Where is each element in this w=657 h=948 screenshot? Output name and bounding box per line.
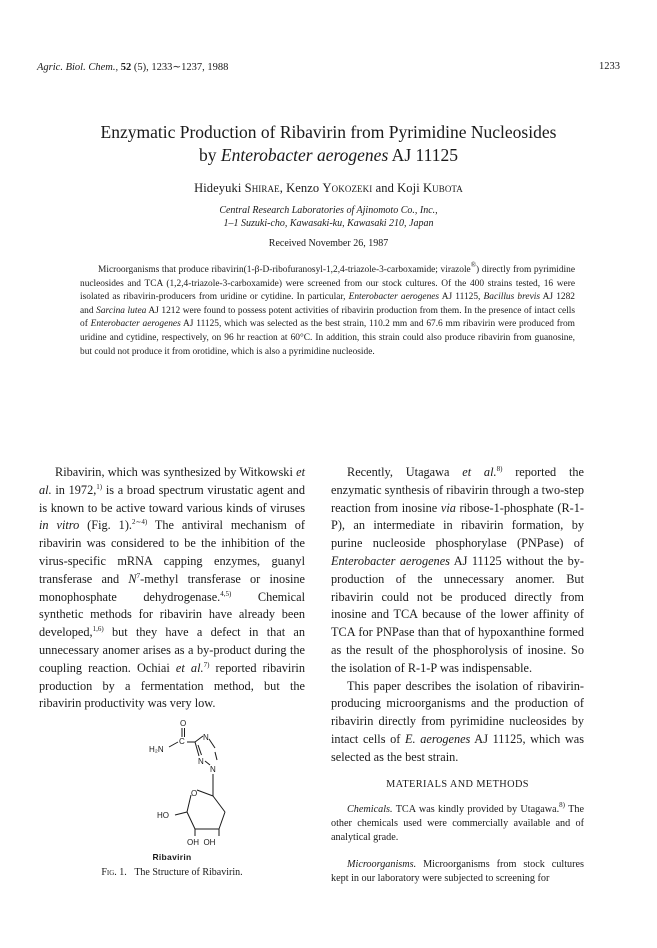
struct-n4: N — [210, 765, 216, 774]
body-italic: et al. — [175, 660, 204, 675]
body-italic: E. aerogenes — [405, 731, 471, 746]
title-line-2 — [40, 144, 617, 167]
body-text: reported ribavirin production by a fermentation method, but the ribavirin productivity was very low. — [39, 660, 305, 711]
struct-oh-oh: OH OH — [187, 838, 216, 847]
abstract-organism: Enterobacter aerogenes — [90, 319, 181, 330]
left-column — [39, 464, 305, 713]
citation: 1) — [96, 482, 103, 491]
affiliation — [40, 204, 617, 230]
registered-mark: ® — [470, 261, 477, 269]
author-1-given: Hideyuki — [194, 181, 245, 195]
intro-paragraph-1 — [39, 464, 305, 713]
citation: 4,5) — [220, 589, 232, 598]
title-strain: AJ 11125 — [388, 145, 458, 165]
received-date: Received November 26, 1987 — [268, 238, 389, 249]
abstract-text: AJ 11125, — [439, 292, 484, 303]
paragraph-lead: Chemicals. — [347, 804, 393, 815]
microorganisms-paragraph — [331, 858, 584, 886]
body-text: AJ 11125 without the by-production of the unnecessary anomer. But ribavirin could not be produced directly from inosine and TCA because of the lower affinity of TCA for PNPase than that of hypoxanthine formed as the result of the phosphorolysis of inosine. So the isolation of R-1-P was indispensable. — [331, 553, 584, 675]
journal-issue-pages: (5), 1233∼1237, 1988 — [131, 62, 229, 73]
title-by: by — [199, 145, 221, 165]
body-text: This paper describes the isolation of ribavirin-producing microorganisms and the production of ribavirin directly from pyrimidine nucleosides by intact cells of — [331, 678, 584, 746]
struct-n2: N — [198, 757, 204, 766]
intro-paragraph-2 — [331, 464, 584, 678]
body-italic: et al. — [462, 465, 497, 479]
figure-compound-label: Ribavirin — [152, 852, 192, 862]
body-italic: via — [440, 500, 456, 515]
struct-o-ring: O — [191, 789, 198, 798]
title-organism: Enterobacter aerogenes — [220, 145, 389, 165]
body-text: The other chemicals used were commercially available and of analytical grade. — [331, 804, 584, 844]
microorganisms-text — [331, 858, 584, 886]
abstract-text: ) directly from pyrimidine nucleosides and TCA (1,2,4-triazole-3-carboxamide) were screened from our stock cultures. Of the 400 strains tested, 16 were isolated as ribavirin-producers from uridine or cytidine. In particular, — [80, 265, 575, 303]
abstract — [80, 261, 575, 359]
author-2-family: Yokozeki — [322, 181, 373, 195]
article-title — [40, 121, 617, 167]
body-text: TCA was kindly provided by Utagawa. — [392, 804, 560, 815]
abstract-text: AJ 1212 were found to possess potent activities of ribavirin production from them. In the presence of intact cells of — [80, 305, 575, 330]
citation: 2∼4) — [132, 518, 148, 527]
abstract-organism: Enterobacter aerogenes — [348, 292, 440, 303]
abstract-paragraph — [80, 261, 575, 359]
abstract-text: Microorganisms that produce ribavirin(1-β-D-ribofuranosyl-1,2,4-triazole-3-carboxamide; virazole — [98, 265, 471, 275]
struct-h2n: H₂N — [149, 745, 164, 754]
citation: 8) — [496, 465, 503, 473]
citation: 8) — [559, 801, 566, 809]
body-text: (Fig. 1). — [79, 518, 132, 533]
body-italic: Enterobacter aerogenes — [331, 553, 450, 568]
body-text: Recently, Utagawa — [347, 465, 463, 479]
figure-number: Fig. 1. — [101, 867, 127, 878]
citation: 1,6) — [92, 625, 104, 634]
figure-caption-text: The Structure of Ribavirin. — [134, 867, 243, 878]
body-italic: in vitro — [39, 518, 80, 533]
body-text: is a broad spectrum virustatic agent and is known to be active toward various kinds of viruses — [39, 482, 305, 515]
author-1-family: Shirae — [244, 181, 280, 195]
body-text: Microorganisms from stock cultures kept in our laboratory were subjected to screening for — [331, 859, 584, 885]
body-text: Chemical synthetic methods for ribavirin have already been developed, — [39, 589, 305, 640]
journal-volume: 52 — [120, 62, 132, 73]
body-italic: et al. — [39, 465, 305, 497]
body-text: in 1972, — [51, 482, 97, 497]
body-text: AJ 11125, which was selected as the best strain. — [331, 731, 584, 764]
struct-c-amide: C — [179, 737, 185, 746]
abstract-text: AJ 1282 and — [80, 292, 575, 316]
abstract-organism: Sarcina lutea — [96, 305, 147, 316]
chemicals-paragraph — [331, 803, 584, 846]
affiliation-line-1: Central Research Laboratories of Ajinomoto Co., Inc., — [219, 205, 438, 216]
superscript: 7 — [136, 571, 141, 580]
body-text: reported the enzymatic synthesis of ribavirin through a two-step reaction from inosine — [331, 465, 584, 515]
section-heading: MATERIALS AND METHODS — [386, 779, 529, 790]
right-column — [331, 464, 584, 767]
body-text: -methyl transferase or inosine monophosphate dehydrogenase. — [39, 571, 305, 604]
abstract-organism: Bacillus brevis — [483, 292, 540, 303]
abstract-text: AJ 11125, which was selected as the best strain, 110.2 mm and 67.6 mm ribavirin were produced from uridine and cytidine, respectively, on 96 hr reaction at 60°C. In addition, this strain could also produce ribavirin from guanosine, but could not produce it from orotidine, which is also a pyrimidine nucleoside. — [80, 319, 575, 357]
author-sep-2: and Koji — [372, 181, 423, 195]
page-number: 1233 — [599, 61, 620, 72]
body-text: ribose-1-phosphate (R-1-P), an intermediate in ribavirin formation, by purine nucleoside phosphorylase (PNPase) of — [331, 500, 584, 551]
struct-o-carbonyl: O — [180, 719, 187, 728]
ribavirin-structure — [135, 712, 265, 852]
affiliation-line-2: 1–1 Suzuki-cho, Kawasaki-ku, Kawasaki 210, Japan — [223, 218, 434, 229]
body-text: but they have a defect in that an unnecessary anomer arises as a by-product during the coupling reaction. Ochiai — [39, 625, 305, 675]
author-3-family: Kubota — [423, 181, 463, 195]
struct-n1: N — [203, 733, 209, 742]
running-head — [37, 61, 620, 73]
body-text: Ribavirin, which was synthesized by Witkowski — [55, 465, 297, 479]
journal-citation — [37, 61, 228, 73]
chemicals-text — [331, 803, 584, 846]
struct-ho: HO — [157, 811, 169, 820]
author-sep-1: , Kenzo — [279, 181, 323, 195]
journal-name: Agric. Biol. Chem., — [37, 62, 119, 73]
figure-caption — [39, 867, 305, 878]
figure-1 — [39, 712, 305, 892]
citation: 7) — [203, 660, 210, 669]
paragraph-lead: Microorganisms. — [347, 859, 417, 870]
title-line-1: Enzymatic Production of Ribavirin from Pyrimidine Nucleosides — [100, 122, 557, 142]
body-text: The antiviral mechanism of ribavirin was considered to be the inhibition of the virus-specific mRNA capping enzymes, guanyl transferase and — [39, 518, 305, 586]
intro-paragraph-3 — [331, 678, 584, 767]
author-list — [40, 181, 617, 196]
body-italic: N — [128, 571, 137, 586]
